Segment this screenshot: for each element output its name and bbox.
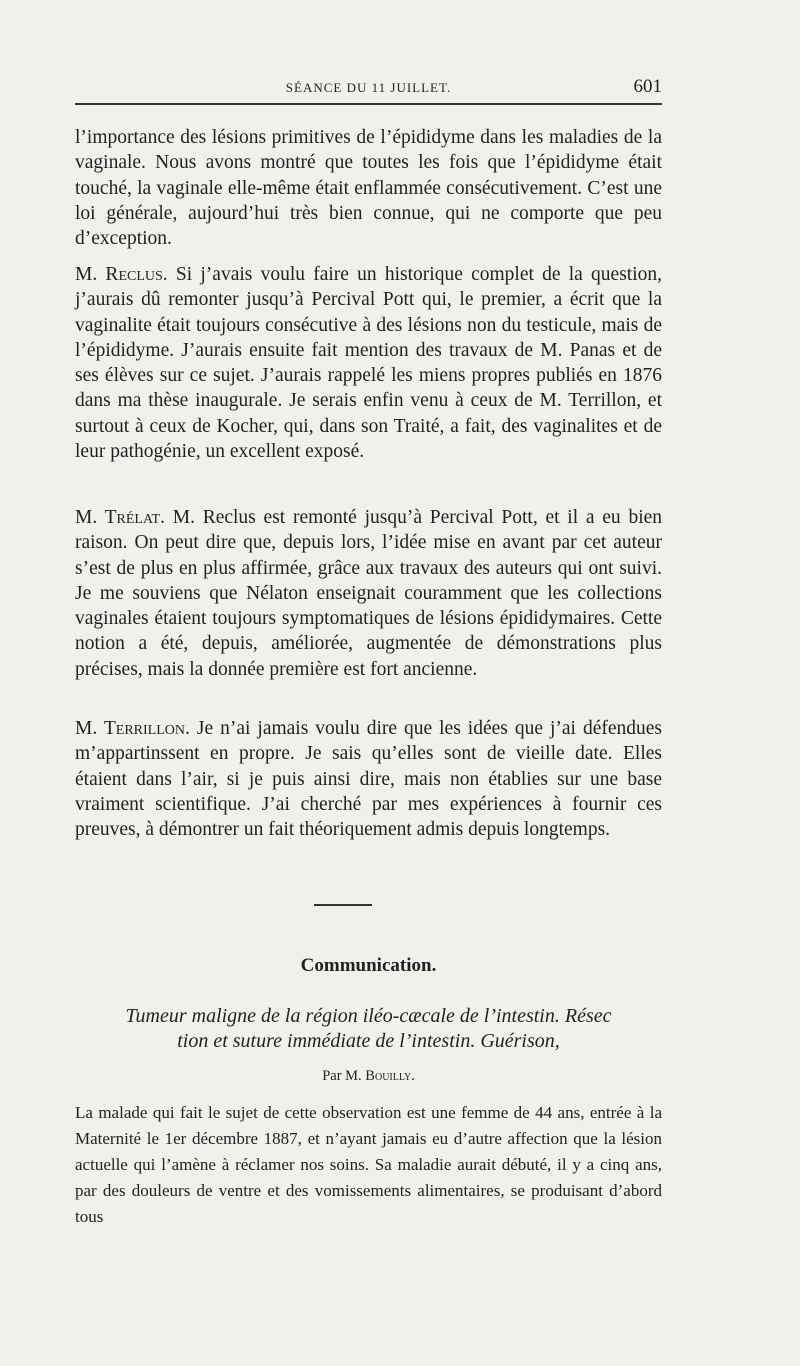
communication-title [75,1004,662,1054]
header-rule [75,103,662,105]
title-line-1: Tumeur maligne de la région iléo-cæcale de l’intestin. Résec [125,1005,612,1027]
paragraph-text: La malade qui fait le sujet de cette observation est une femme de 44 ans, entrée à la Maternité le 1er décembre 1887, et n’ayant jamais eu d’autre affection que la lésion actuelle qui l’amène à réclamer nos soins. Sa maladie aurait débuté, il y a cinq ans, par des douleurs de ventre et des vomissements alimentaires, se produisant d’abord tous [75,1103,662,1226]
observation-text [75,1100,662,1230]
page-number: 601 [633,76,662,97]
speaker-name: M. Terrillon. [75,718,190,739]
speaker-name: M. Trélat. [75,507,165,528]
paragraph-continuation [75,125,662,251]
byline-prefix: Par M. [322,1068,362,1084]
author-name: Bouilly. [365,1068,415,1084]
speaker-name: M. Reclus. [75,264,168,285]
paragraph-text: Je n’ai jamais voulu dire que les idées que j’ai défendues m’appartinssent en propre. Je sais qu’elles sont de vieille date. Elles étaient dans l’air, si je puis ainsi dire, mais non établies sur une base vraiment scientifique. J’ai cherché par mes expériences à fournir ces preuves, à démontrer un fait théoriquement admis depuis longtemps. [75,718,663,841]
running-title: SÉANCE DU 11 JUILLET. [285,80,452,95]
byline [75,1068,662,1085]
paragraph-terrillon [75,716,662,842]
paragraph-text: M. Reclus est remonté jusqu’à Percival Pott, et il a eu bien raison. On peut dire que, depuis lors, l’idée mise en avant par cet auteur s’est de plus en plus affirmée, grâce aux travaux des auteurs qui ont suivi. Je me souviens que Nélaton enseignait couramment que les collections vaginales étaient toujours symptomatiques de lésions épididymaires. Cette notion a été, depuis, améliorée, augmentée de démonstrations plus précises, mais la donnée première est fort ancienne. [75,507,663,680]
paragraph-trelat [75,505,662,682]
paragraph-text: l’importance des lésions primitives de l’épididyme dans les maladies de la vaginale. Nous avons montré que toutes les fois que l’épididyme était touché, la vaginale elle-même était enflammée consécutivement. C’est une loi générale, aujourd’hui très bien connue, qui ne comporte que peu d’exception. [75,127,662,250]
paragraph-reclus [75,262,662,464]
title-line-2: tion et suture immédiate de l’intestin. Guérison, [177,1030,560,1052]
section-heading: Communication. [300,955,437,976]
running-header [75,76,662,98]
paragraph-text: Si j’avais voulu faire un historique complet de la question, j’aurais dû remonter jusqu’à Percival Pott qui, le premier, a écrit que la vaginalite était toujours consécutive à des lésions non du testicule, mais de l’épididyme. J’aurais ensuite fait mention des travaux de M. Panas et de ses élèves sur ce sujet. J’aurais rappelé les miens propres publiés en 1876 dans ma thèse inaugurale. Je serais enfin venu à ceux de M. Terrillon, et surtout à ceux de Kocher, qui, dans son Traité, a fait, des vaginalites et de leur pathogénie, un excellent exposé. [75,264,663,463]
section-separator [314,904,372,906]
